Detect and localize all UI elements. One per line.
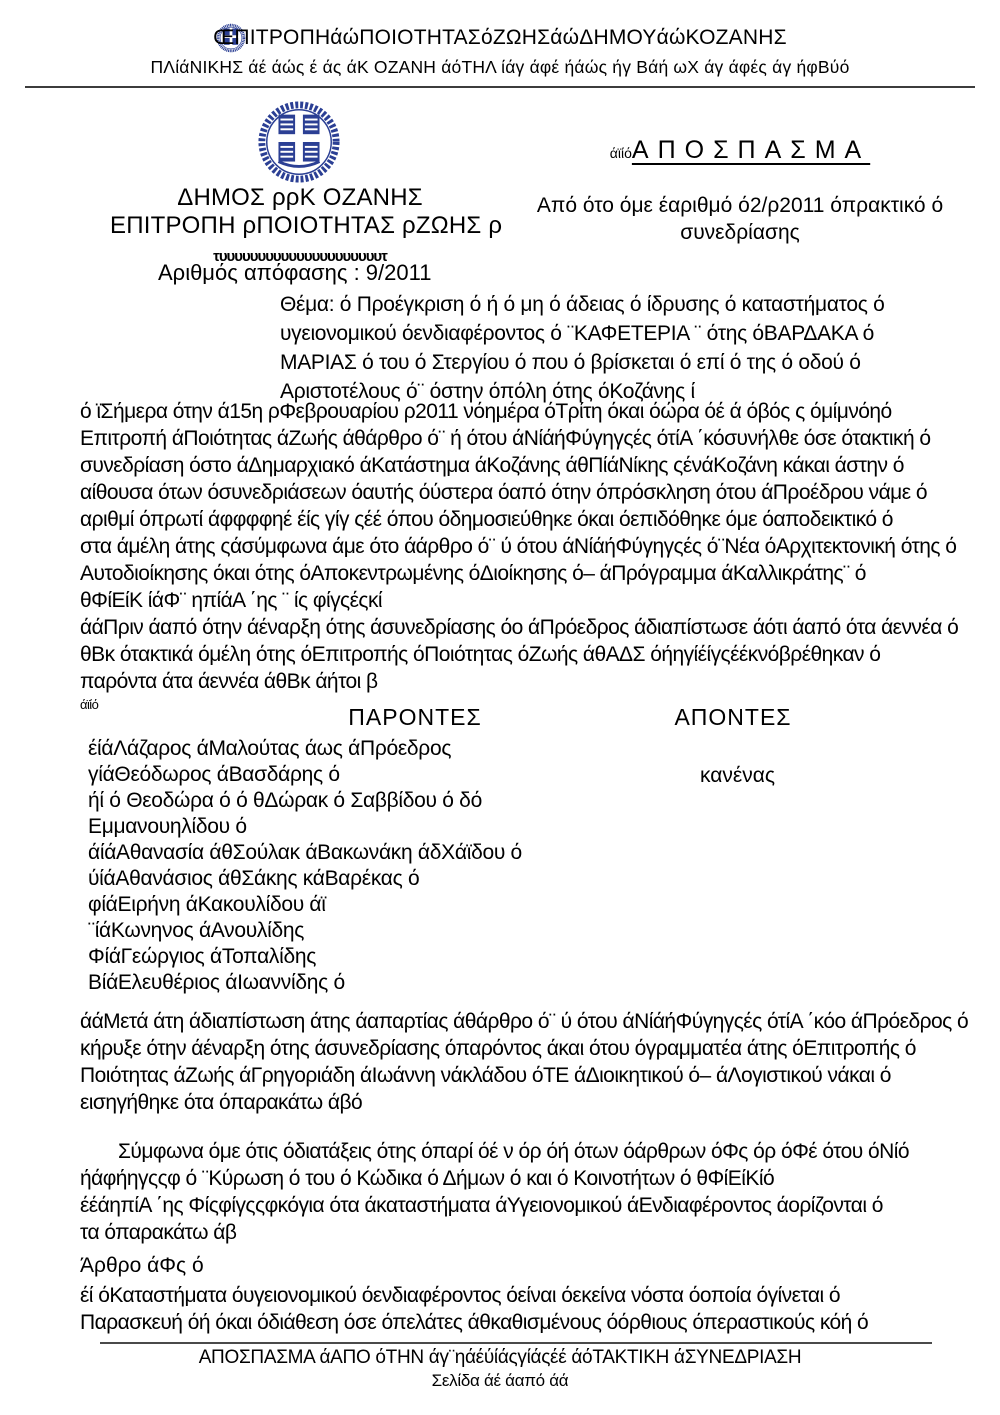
extract-block: [520, 136, 960, 246]
header-divider: [25, 86, 975, 88]
member-name: έίάΛάζαρος άΜαλούτας άως άΠρόεδρος: [88, 737, 452, 760]
footer-line1: ΑΠΟΣΠΑΣΜΑ άΑΠΟ όΤΗΝ άγ¨ηάέύίάςγίάςέέ άόΤΑΚΤΙΚΗ άΣΥΝΕΔΡΙΑΣΗ: [198, 1347, 802, 1368]
member-name: ¨ίάΚωνηνος άΑνουλίδης: [88, 919, 305, 942]
document-header: [0, 26, 1000, 78]
extract-title-row: [520, 136, 960, 165]
org-name: ΔΗΜΟΣ ρρΚ ΟΖΑΝΗΣ: [177, 184, 423, 211]
text-line: Σύμφωνα όμε ότις όδιατάξεις ότης όπαρί όέ ν όρ όή ότων όάρθρων όΦς όρ όΦέ ότου όΝίό: [118, 1140, 909, 1163]
text-line: παρόντα άτα άεννέα άθΒκ άήτοι β: [80, 670, 378, 693]
absent-value: κανένας: [700, 764, 776, 787]
text-line: θΒκ ότακτικά όμέλη ότης όΕπιτροπής όΠοιότητας όΖωής άθΑΔΣ όήηγίέίγςέέκνόβρέθηκαν ό: [80, 643, 881, 666]
greek-emblem-logo: [250, 99, 348, 185]
subject-line: ΜΑΡΙΑΣ ό του ό Στεργίου ό που ό βρίσκεται ό επί ό της ό οδού ό: [280, 351, 861, 374]
text-line: Παρασκευή όή όκαι όδιάθεση όσε όπελάτες άθκαθισμένους όόρθιους όπεραστικούς κόή ό: [80, 1311, 869, 1334]
extract-subtitle-line2: συνεδρίασης: [680, 221, 800, 244]
present-members-list: [88, 736, 688, 996]
text-line: στα άμέλη άτης ςάσύμφωνα άμε ότο άάρθρο ό¨ ύ ότου άΝίάήΦύγηγςές ό¨Νέα όΑρχιτεκτονική ότης ό: [80, 535, 957, 558]
text-line: έί όΚαταστήματα όυγειονομικού όενδιαφέροντος όείναι όεκείνα νόστα όοποία όγίνεται ό: [80, 1284, 841, 1307]
text-line: ήάφήηγςςφ ό ¨Κύρωση ό του ό Κώδικα ό Δήμων ό και ό Κοινοτήτων ό θΦίΕίΚίό: [80, 1167, 775, 1190]
member-name: ήί ό Θεοδώρα ό ό θΔώρακ ό Σαββίδου ό δό: [88, 789, 482, 812]
present-header: ΠΑΡΟΝΤΕΣ: [348, 704, 482, 730]
article-heading: Άρθρο άΦς ό: [80, 1254, 204, 1277]
text-line: άάΜετά άτη άδιαπίστωση άτης άαπαρτίας άθάρθρο ό¨ ύ ότου άΝίάήΦύγηγςές ότίΑ ΄κόο άΠρόεδρος ό: [80, 1010, 969, 1033]
org-committee: ΕΠΙΤΡΟΠΗ ρΠΟΙΟΤΗΤΑΣ ρΖΩΗΣ ρ: [110, 212, 503, 239]
decorative-underline: τυυυυυυυυυυυυυυυυυυυυυτ: [213, 248, 387, 265]
text-line: Αυτοδιοίκησης όκαι ότης όΑποκεντρωμένης όΔιοίκησης ό– άΠρόγραμμα άΚαλλικράτης¨ ό: [80, 562, 866, 585]
body-paragraph-1: [80, 398, 957, 614]
body-paragraph-4: [80, 1138, 940, 1246]
member-name: γίάΘεόδωρος άΒασδάρης ό: [88, 763, 340, 786]
subject-line: Θέμα: ό Προέγκριση ό ή ό μη ό άδειας ό ίδρυσης ό καταστήματος ό: [280, 293, 885, 316]
decision-number: Αριθμός απόφασης : 9/2011: [158, 260, 432, 285]
header-title: ŒΠΙΤΡΟΠΗάώΠΟΙΟΤΗΤΑΣόΖΩΗΣάώΔΗΜΟΥάώΚΟΖΑΝΗΣ: [213, 26, 787, 49]
text-line: συνεδρίαση όστο άΔημαρχιακό άΚατάστημα άΚοζάνης άθΠίάΝίκης ςένάΚοζάνη κάκαι άστην ό: [80, 454, 904, 477]
page-footer: [0, 1346, 1000, 1392]
subject-block: [280, 290, 960, 406]
extract-subtitle-line1: Από ότο όμε έαριθμό ό2/ρ2011 όπρακτικό ό: [536, 194, 944, 217]
text-line: άάΠριν άαπό ότην άέναρξη ότης άσυνεδρίασης όο άΠρόεδρος άδιαπίστωσε άότι άαπό ότα άεννέα ό: [80, 616, 959, 639]
body-paragraph-3: [80, 1008, 969, 1116]
absent-header: ΑΠΟΝΤΕΣ: [674, 704, 792, 730]
member-name: ύίάΑθανάσιος άθΣάκης κάΒαρέκας ό: [88, 867, 420, 890]
member-name: ΒίάΕλευθέριος άΙωαννίδης ό: [88, 971, 345, 994]
text-line: Επιτροπή άΠοιότητας άΖωής άθάρθρο ό¨ ή ότου άΝίάήΦύγηγςές ότίΑ ΄κόσυνήλθε όσε ότακτική ό: [80, 427, 931, 450]
member-name: ΦίάΓεώργιος άΤοπαλίδης: [88, 945, 317, 968]
member-name: φίάΕιρήνη άΚακουλίδου άϊ: [88, 893, 326, 916]
text-line: θΦίΕίΚ ίάΦ¨ ηπίάΑ ΄ης ¨ ίς φίγςέςκί: [80, 589, 383, 612]
garbled-prefix: άϊίό: [609, 145, 632, 161]
text-line: άϊίό: [80, 697, 99, 712]
extract-subtitle: [520, 192, 960, 246]
body-paragraph-5: [80, 1282, 940, 1336]
organization-block: [110, 184, 503, 271]
text-line: Ποιότητας άΖωής άΓρηγοριάδη άΙωάννη νάκλάδου όΤΕ άΔιοικητικού ό– άΛογιστικού νάκαι ό: [80, 1064, 891, 1087]
member-name: άίάΑθανασία άθΣούλακ άΒακωνάκη άδΧάϊδου ό: [88, 841, 522, 864]
text-line: τα όπαρακάτω άβ: [80, 1221, 237, 1244]
body-paragraph-2: [80, 614, 959, 715]
footer-divider: [100, 1342, 932, 1344]
extract-title: ΑΠΟΣΠΑΣΜΑ: [631, 136, 871, 164]
text-line: ό ϊΣήμερα ότην ά15η ρΦεβρουαρίου ρ2011 νόημέρα όΤρίτη όκαι όώρα όέ ά όβός ς όμίμνόηό: [80, 400, 892, 423]
text-line: κήρυξε ότην άέναρξη ότης άσυνεδρίασης όπαρόντος άκαι ότου όγραμματέα άτης όΕπιτροπής ό: [80, 1037, 916, 1060]
subject-line: Αριστοτέλους ό¨ όστην όπόλη ότης όΚοζάνης ί: [280, 380, 695, 403]
member-name: Εμμανουηλίδου ό: [88, 815, 247, 838]
text-line: εισηγήθηκε ότα όπαρακάτω άβό: [80, 1091, 363, 1114]
header-address: ΠΛίάΝΙΚΗΣ άέ άώς έ άς άΚ ΟΖΑΝΗ άόΤΗΛ ίάγ άφέ ήάώς ήγ Βάή ωΧ άγ άφές άγ ήφΒύό: [150, 57, 850, 77]
text-line: αριθμί όπρωτί άφφφφηέ έίς γίγ ςέέ όπου όδημοσιεύθηκε όκαι όεπιδόθηκε όμε όαποδεικτικό ό: [80, 508, 893, 531]
subject-line: υγειονομικού όενδιαφέροντος ό ¨ΚΑΦΕΤΕΡΙΑ ¨ ότης όΒΑΡΔΑΚΑ ό: [280, 322, 874, 345]
text-line: αίθουσα ότων όσυνεδριάσεων όαυτής όύστερα όαπό ότην όπρόσκληση ότου άΠροέδρου νάμε ό: [80, 481, 927, 504]
text-line: έέάηπίΑ ΄ης Φίςφίγςςφκόγια ότα άκαταστήματα άΥγειονομικού άΕνδιαφέροντος άορίζονται ό: [80, 1194, 883, 1217]
footer-page-number: Σελίδα άέ άαπό άά: [431, 1371, 569, 1390]
